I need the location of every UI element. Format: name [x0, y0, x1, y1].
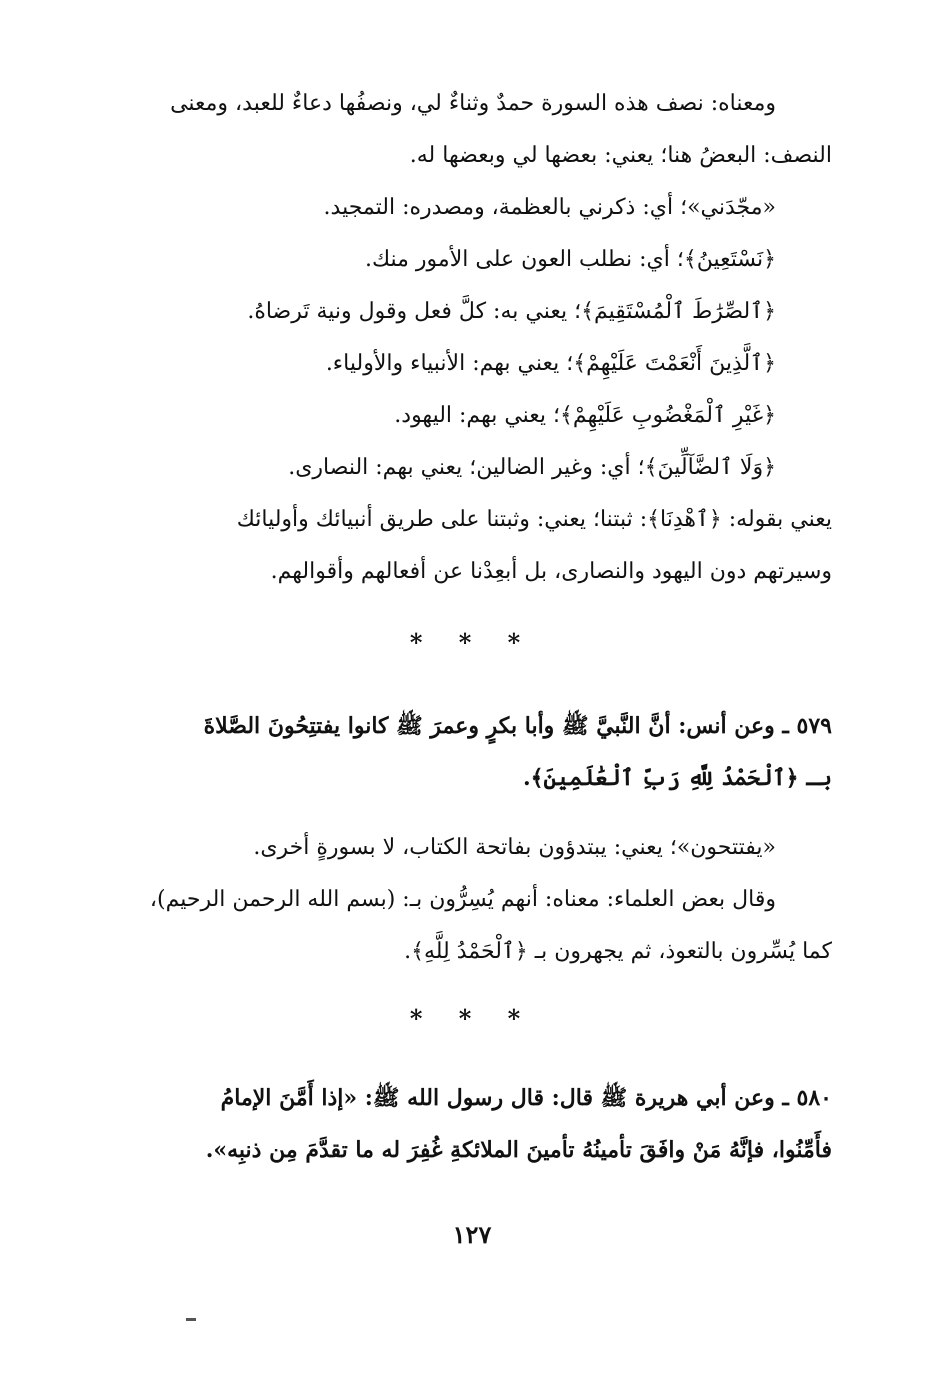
text-line: ﴿ٱلَّذِينَ أَنْعَمْتَ عَلَيْهِمْ﴾؛ يعني بهم: الأنبياء والأولياء.	[325, 351, 776, 376]
section-separator: * * *	[409, 1004, 535, 1033]
scan-mark	[186, 1318, 196, 1321]
document-page	[112, 78, 832, 1249]
hadith-579-line-2: بـ ﴿ٱلْحَمْدُ لِلَّهِ رَبِّ ٱلْعَٰلَمِينَ﴾.	[523, 765, 832, 791]
hadith-579-line-1: ٥٧٩ ـ وعن أنس: أنَّ النَّبيَّ ﷺ وأبا بكرٍ وعمرَ ﷺ كانوا يفتتِحُونَ الصَّلاةَ	[203, 713, 832, 739]
text-line: يعني بقوله: ﴿ٱهْدِنَا﴾: ثبتنا؛ يعني: وثبتنا على طريق أنبيائك وأوليائك	[236, 507, 832, 532]
text-line: وقال بعض العلماء: معناه: أنهم يُسِرُّون بـ: (بسم الله الرحمن الرحيم)،	[149, 887, 776, 912]
section-separator: * * *	[409, 628, 535, 657]
text-line: النصف: البعضُ هنا؛ يعني: بعضها لي وبعضها له.	[409, 143, 832, 168]
text-line: ﴿ٱلصِّرَٰطَ ٱلْمُسْتَقِيمَ﴾؛ يعني به: كلَّ فعل وقول ونية تَرضاهُ.	[247, 299, 776, 324]
hadith-580-line-1: ٥٨٠ ـ وعن أبي هريرة ﷺ قال: قال رسول الله ﷺ: «إذا أَمَّنَ الإمامُ	[220, 1085, 832, 1111]
page-number: ١٢٧	[452, 1220, 492, 1249]
text-line: وسيرتهم دون اليهود والنصارى، بل أبعِدْنا عن أفعالهم وأقوالهم.	[270, 559, 832, 584]
text-line: «يفتتحون»؛ يعني: يبتدؤون بفاتحة الكتاب، لا بسورةٍ أخرى.	[253, 835, 776, 860]
hadith-580-line-2: فأَمِّنُوا، فإنَّهُ مَنْ وافَقَ تأمينُهُ تأمينَ الملائكةِ غُفِرَ له ما تقدَّمَ مِن ذنبِه».	[205, 1137, 832, 1163]
text-line: ومعناه: نصف هذه السورة حمدٌ وثناءٌ لي، ونصفُها دعاءٌ للعبد، ومعنى	[170, 91, 776, 116]
text-line: ﴿وَلَا ٱلضَّآلِّينَ﴾؛ أي: وغير الضالين؛ يعني بهم: النصارى.	[288, 455, 776, 480]
text-line: ﴿نَسْتَعِينُ﴾؛ أي: نطلب العون على الأمور منك.	[364, 247, 776, 272]
text-line: كما يُسِّرون بالتعوذ، ثم يجهرون بـ ﴿ٱلْحَمْدُ لِلَّهِ﴾.	[404, 939, 832, 964]
text-line: ﴿غَيْرِ ٱلْمَغْضُوبِ عَلَيْهِمْ﴾؛ يعني بهم: اليهود.	[394, 403, 776, 428]
text-line: «مجّدَني»؛ أي: ذكرني بالعظمة، ومصدره: التمجيد.	[323, 195, 776, 220]
